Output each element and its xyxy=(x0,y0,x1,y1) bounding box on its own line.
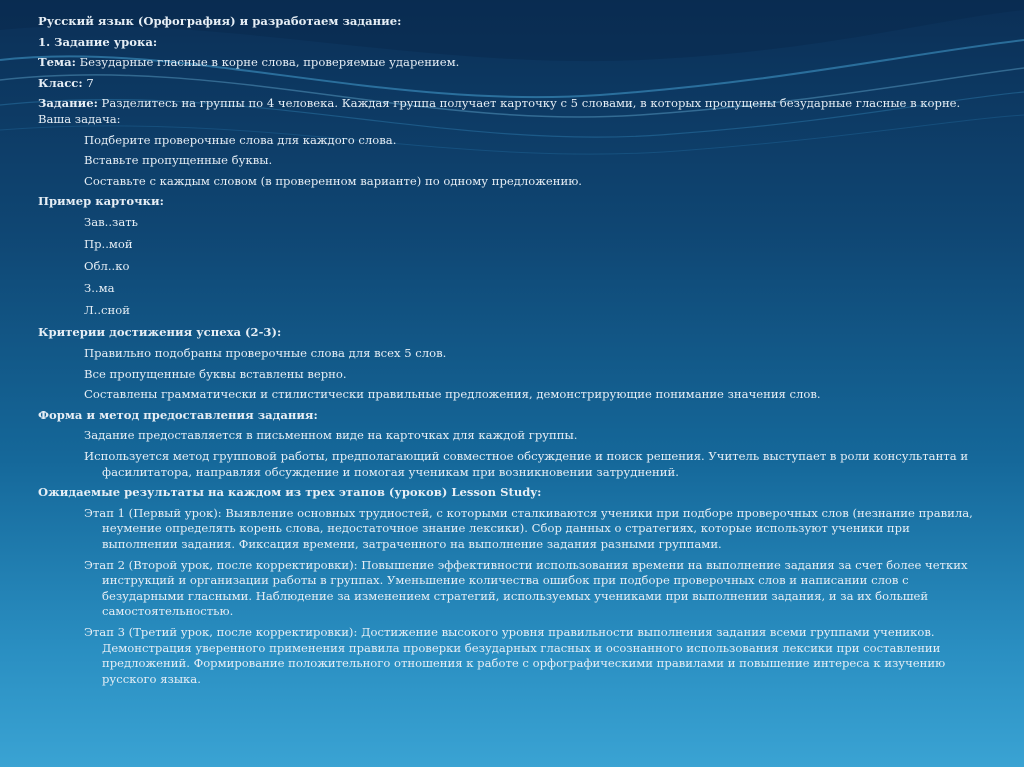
grade-label: Класс: xyxy=(38,75,83,90)
topic-text: Безударные гласные в корне слова, проверяемые ударением. xyxy=(79,55,460,70)
criteria-heading: Критерии достижения успеха (2-3): xyxy=(38,325,282,340)
step-item: Подберите проверочные слова для каждого слова. xyxy=(84,132,397,147)
slide-heading: Русский язык (Орфография) и разработаем задание: xyxy=(38,14,402,28)
form-item: Используется метод групповой работы, предполагающий совместное обсуждение и поиск решения. Учитель выступает в роли консультанта и фасилитатора, направляя обсуждение и помогая ученикам при возникновении затруднений. xyxy=(84,448,969,479)
grade-text: 7 xyxy=(86,75,94,90)
stage-text: Достижение высокого уровня правильности выполнения задания всеми группами учеников. Демонстрация уверенного применения правила проверки безударных гласных и осознанного использования лексики при составлении предложений. Формирование положительного отношения к работе с орфографическими правилами и повышение интереса к изучению русского языка. xyxy=(102,624,946,686)
stage-item xyxy=(38,506,988,553)
slide-content xyxy=(38,14,988,692)
step-item: Составьте с каждым словом (в проверенном варианте) по одному предложению. xyxy=(84,173,582,188)
stage-label: Этап 1 (Первый урок): xyxy=(84,505,222,520)
card-heading: Пример карточки: xyxy=(38,194,164,209)
stage-label: Этап 2 (Второй урок, после корректировки): xyxy=(84,557,358,572)
stage-text: Повышение эффективности использования времени на выполнение задания за счет более четких инструкций и организации работы в группах. Уменьшение количества ошибок при подборе проверочных слов и написании слов с безударными гласными. Наблюдение за изменением стратегий, используемых учениками при выполнении задания, и за их большей самостоятельностью. xyxy=(102,557,968,619)
form-heading: Форма и метод предоставления задания: xyxy=(38,407,318,422)
stage-item xyxy=(38,558,988,620)
grade-line xyxy=(38,76,988,92)
card-word: З..ма xyxy=(84,281,115,296)
assignment-line xyxy=(38,96,988,127)
topic-label: Тема: xyxy=(38,55,76,70)
card-word: Пр..мой xyxy=(84,237,133,252)
topic-line xyxy=(38,55,988,71)
card-word: Обл..ко xyxy=(84,259,130,274)
card-word: Л..сной xyxy=(84,303,130,318)
stage-item xyxy=(38,625,988,687)
form-item: Задание предоставляется в письменном виде на карточках для каждой группы. xyxy=(84,428,578,443)
criteria-item: Составлены грамматически и стилистически правильные предложения, демонстрирующие понимание значения слов. xyxy=(84,387,821,402)
assignment-label: Задание: xyxy=(38,96,98,111)
card-word: Зав..зать xyxy=(84,214,138,229)
assignment-text: Разделитесь на группы по 4 человека. Каждая группа получает карточку с 5 словами, в которых пропущены безударные гласные в корне. Ваша задача: xyxy=(38,96,961,126)
stage-text: Выявление основных трудностей, с которыми сталкиваются ученики при подборе проверочных слов (незнание правила, неумение определять корень слова, недостаточное знание лексики). Сбор данных о стратегиях, которые используют ученики при выполнении задания. Фиксация времени, затраченного на выполнение задания разными группами. xyxy=(102,505,973,551)
task-heading: 1. Задание урока: xyxy=(38,34,158,49)
stage-label: Этап 3 (Третий урок, после корректировки): xyxy=(84,624,358,639)
results-heading: Ожидаемые результаты на каждом из трех этапов (уроков) Lesson Study: xyxy=(38,485,542,500)
criteria-item: Правильно подобраны проверочные слова для всех 5 слов. xyxy=(84,346,447,360)
criteria-item: Все пропущенные буквы вставлены верно. xyxy=(84,366,347,381)
step-item: Вставьте пропущенные буквы. xyxy=(84,153,273,168)
